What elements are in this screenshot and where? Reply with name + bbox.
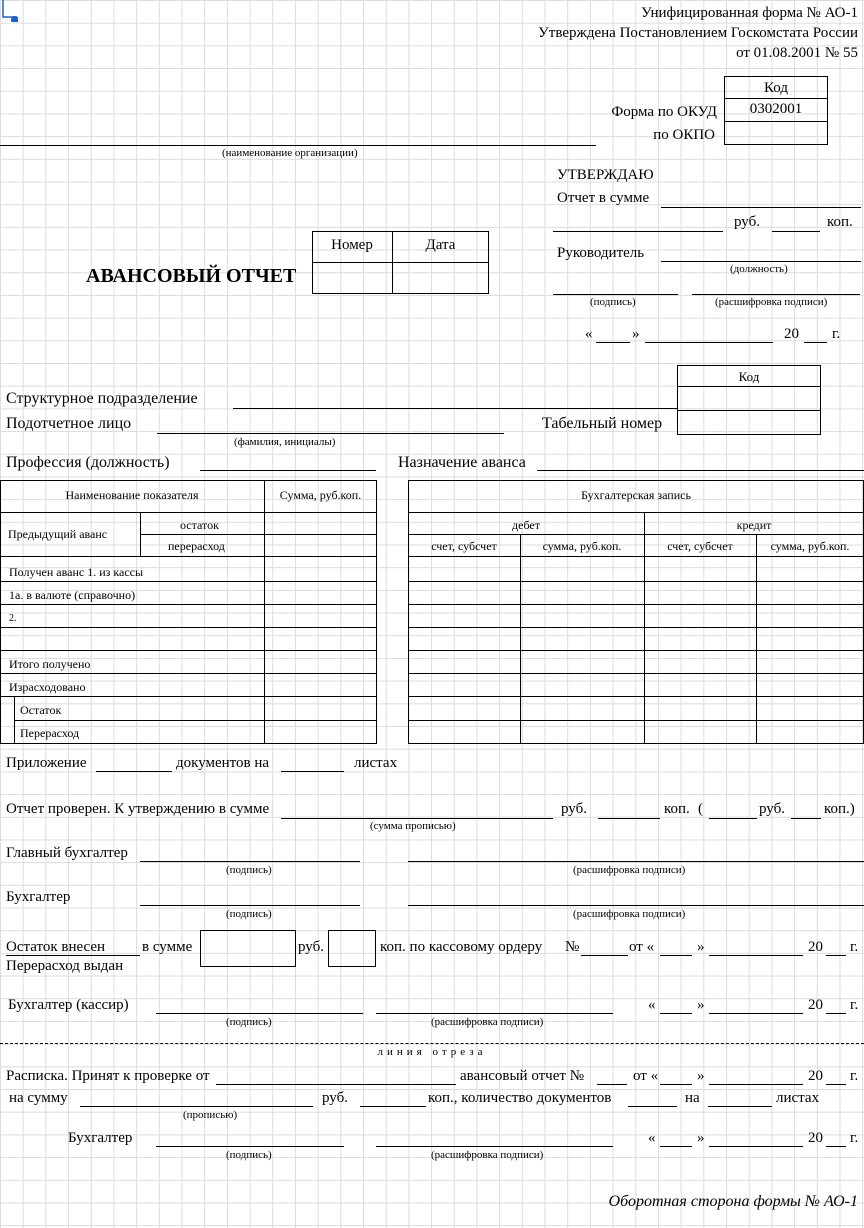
cashier-sign-caption: (подпись) xyxy=(226,1016,272,1028)
checked-kop2: коп.) xyxy=(824,801,855,817)
selection-corner-icon xyxy=(0,0,18,22)
table-row-label: Перерасход xyxy=(20,726,80,740)
checked-rub2: руб. xyxy=(759,801,785,817)
doc-date-header: Дата xyxy=(425,237,456,253)
cash-kop-field[interactable] xyxy=(328,930,376,967)
approve-date-close-quote: » xyxy=(632,326,640,342)
profession-field[interactable] xyxy=(200,470,376,471)
approve-sum-field-2[interactable] xyxy=(553,231,723,232)
receipt-sum-label: на сумму xyxy=(9,1090,68,1106)
division-field[interactable] xyxy=(233,408,677,409)
approve-kop-field[interactable] xyxy=(772,231,820,232)
chief-sign-field[interactable] xyxy=(140,861,360,862)
receipt-accountant-open-quote: « xyxy=(648,1130,656,1146)
receipt-label: Расписка. Принят к проверке от xyxy=(6,1068,210,1084)
receipt-date-close-quote: » xyxy=(697,1068,705,1084)
attach-sheets-field[interactable] xyxy=(281,771,344,772)
receipt-day-field[interactable] xyxy=(660,1084,692,1085)
cash-rub-label: руб. xyxy=(298,939,324,955)
approve-kop: коп. xyxy=(827,214,853,230)
cash-month-field[interactable] xyxy=(709,955,803,956)
receipt-from-field[interactable] xyxy=(216,1084,456,1085)
cashier-day-field[interactable] xyxy=(660,1013,692,1014)
checked-rub-num-field[interactable] xyxy=(709,818,757,819)
division-label: Структурное подразделение xyxy=(6,390,198,407)
checked-sum-caption: (сумма прописью) xyxy=(370,820,456,832)
chief-sign-caption: (подпись) xyxy=(226,864,272,876)
receipt-accountant-sign-field[interactable] xyxy=(156,1146,344,1147)
cashier-month-field[interactable] xyxy=(709,1013,803,1014)
cashier-date-open-quote: « xyxy=(648,997,656,1013)
accountant-decode-field[interactable] xyxy=(408,905,864,906)
table-row-label: 1а. в валюте (справочно) xyxy=(9,588,136,602)
cash-year-field[interactable] xyxy=(826,955,846,956)
okud-value[interactable]: 0302001 xyxy=(749,101,803,117)
debit-account-header: счет, субсчет xyxy=(431,539,497,553)
approve-date-open-quote: « xyxy=(585,326,593,342)
checked-sum-field[interactable] xyxy=(281,818,553,819)
table-row-label: 2. xyxy=(9,613,17,624)
accountable-label: Подотчетное лицо xyxy=(6,415,132,432)
organization-caption: (наименование организации) xyxy=(222,147,358,159)
table-header-name: Наименование показателя xyxy=(65,488,199,502)
approve-title: УТВЕРЖДАЮ xyxy=(557,167,654,183)
remainder-in-label: Остаток внесен xyxy=(6,939,106,955)
checked-kop: коп. xyxy=(664,801,690,817)
chief-decode-caption: (расшифровка подписи) xyxy=(573,864,686,876)
receipt-year-field[interactable] xyxy=(826,1084,846,1085)
accountant-decode-caption: (расшифровка подписи) xyxy=(573,908,686,920)
cashier-label: Бухгалтер (кассир) xyxy=(8,997,129,1013)
cashier-date-close-quote: » xyxy=(697,997,705,1013)
cash-year-suffix: г. xyxy=(850,939,859,955)
head-position-field[interactable] xyxy=(661,261,861,262)
receipt-year-prefix: 20 xyxy=(808,1068,823,1084)
checked-label: Отчет проверен. К утверждению в сумме xyxy=(6,801,270,817)
receipt-docs-count-field[interactable] xyxy=(628,1106,677,1107)
cut-line-label: линия отреза xyxy=(377,1046,487,1058)
receipt-kop-docs: коп., количество документов xyxy=(428,1090,612,1106)
cashier-sign-field[interactable] xyxy=(156,1013,363,1014)
head-decode-field[interactable] xyxy=(692,294,860,295)
cashier-decode-caption: (расшифровка подписи) xyxy=(431,1016,544,1028)
profession-label: Профессия (должность) xyxy=(6,454,170,471)
receipt-accountant-month-field[interactable] xyxy=(709,1146,803,1147)
receipt-accountant-close-quote: » xyxy=(697,1130,705,1146)
attach-docs-label: документов на xyxy=(176,755,270,771)
cash-order-label: коп. по кассовому ордеру xyxy=(380,939,543,955)
organization-field[interactable] xyxy=(0,145,596,146)
entry-header: Бухгалтерская запись xyxy=(581,488,691,502)
cash-day-field[interactable] xyxy=(660,955,692,956)
approve-rub: руб. xyxy=(734,214,760,230)
receipt-month-field[interactable] xyxy=(709,1084,803,1085)
fio-caption: (фамилия, инициалы) xyxy=(234,436,336,448)
approve-day-field[interactable] xyxy=(596,342,630,343)
chief-label: Главный бухгалтер xyxy=(6,845,128,861)
receipt-sheets: листах xyxy=(776,1090,820,1106)
receipt-accountant-decode-caption: (расшифровка подписи) xyxy=(431,1149,544,1161)
cashier-decode-field[interactable] xyxy=(376,1013,613,1014)
doc-number-field[interactable] xyxy=(313,263,391,293)
debit-sum-header: сумма, руб.коп. xyxy=(542,539,622,553)
footer-note: Оборотная сторона формы № АО-1 xyxy=(608,1193,858,1210)
receipt-sum-field[interactable] xyxy=(80,1106,313,1107)
cash-in-sum-label: в сумме xyxy=(142,939,193,955)
receipt-date-from: от « xyxy=(633,1068,659,1084)
form-header-line3: от 01.08.2001 № 55 xyxy=(736,45,858,61)
approve-year-prefix: 20 xyxy=(784,326,799,342)
approve-year-suffix: г. xyxy=(832,326,841,342)
approve-year-field[interactable] xyxy=(804,342,827,343)
attach-docs-field[interactable] xyxy=(96,771,172,772)
receipt-report-no: авансовый отчет № xyxy=(460,1068,584,1084)
head-decode-caption: (расшифровка подписи) xyxy=(715,296,828,308)
credit-sum-header: сумма, руб.коп. xyxy=(770,539,850,553)
head-label: Руководитель xyxy=(557,245,645,261)
cash-order-number-field[interactable] xyxy=(581,955,628,956)
receipt-year-suffix: г. xyxy=(850,1068,859,1084)
receipt-accountant-year-field[interactable] xyxy=(826,1146,846,1147)
cut-line xyxy=(0,1043,864,1044)
receipt-sum-caption: (прописью) xyxy=(183,1109,238,1121)
head-sign-caption: (подпись) xyxy=(590,296,636,308)
attach-label: Приложение xyxy=(6,755,87,771)
tab-number-label: Табельный номер xyxy=(542,415,663,432)
purpose-field[interactable] xyxy=(537,470,864,471)
accountable-field[interactable] xyxy=(157,433,504,434)
receipt-on: на xyxy=(685,1090,700,1106)
accountant-sign-caption: (подпись) xyxy=(226,908,272,920)
receipt-kop-field[interactable] xyxy=(360,1106,426,1107)
overrun-out-label: Перерасход выдан xyxy=(6,958,124,974)
receipt-sheets-field[interactable] xyxy=(708,1106,772,1107)
table-header-sum: Сумма, руб.коп. xyxy=(279,488,362,502)
form-header-line1: Унифицированная форма № АО-1 xyxy=(641,5,858,21)
cashier-year-field[interactable] xyxy=(826,1013,846,1014)
debit-header: дебет xyxy=(512,518,540,532)
cashier-year-suffix: г. xyxy=(850,997,859,1013)
doc-number-header: Номер xyxy=(331,237,373,253)
form-header-line2: Утверждена Постановлением Госкомстата России xyxy=(538,25,858,41)
approve-sum-label: Отчет в сумме xyxy=(557,190,650,206)
cash-rub-field[interactable] xyxy=(200,930,296,967)
purpose-label: Назначение аванса xyxy=(398,454,526,471)
cash-num-sign: № xyxy=(565,939,580,955)
receipt-accountant-sign-caption: (подпись) xyxy=(226,1149,272,1161)
receipt-accountant-year-prefix: 20 xyxy=(808,1130,823,1146)
credit-account-header: счет, субсчет xyxy=(667,539,733,553)
prev-overrun-label: перерасход xyxy=(168,539,225,553)
person-code-header: Код xyxy=(738,369,760,384)
receipt-rub: руб. xyxy=(322,1090,348,1106)
receipt-accountant-label: Бухгалтер xyxy=(68,1130,133,1146)
document-title: АВАНСОВЫЙ ОТЧЕТ xyxy=(86,265,297,287)
okpo-label: по ОКПО xyxy=(653,127,715,143)
table-row-label: Израсходовано xyxy=(9,680,86,694)
receipt-accountant-decode-field[interactable] xyxy=(376,1146,613,1147)
receipt-report-number-field[interactable] xyxy=(597,1084,627,1085)
cash-year-prefix: 20 xyxy=(808,939,823,955)
receipt-accountant-year-suffix: г. xyxy=(850,1130,859,1146)
approve-sum-field[interactable] xyxy=(661,207,861,208)
checked-paren-open: ( xyxy=(698,801,703,817)
okpo-field[interactable] xyxy=(725,122,827,144)
head-position-caption: (должность) xyxy=(730,263,788,275)
checked-rub: руб. xyxy=(561,801,587,817)
cash-date-close-quote: » xyxy=(697,939,705,955)
attach-sheets-label: листах xyxy=(354,755,398,771)
table-row-label: Итого получено xyxy=(9,657,91,671)
table-row-label: Получен аванс 1. из кассы xyxy=(9,565,144,579)
doc-date-field[interactable] xyxy=(393,263,488,293)
accountant-label: Бухгалтер xyxy=(6,889,71,905)
okud-label: Форма по ОКУД xyxy=(611,104,717,120)
head-sign-field[interactable] xyxy=(553,294,678,295)
accountant-sign-field[interactable] xyxy=(140,905,360,906)
cash-date-from: от « xyxy=(629,939,655,955)
prev-advance-label: Предыдущий аванс xyxy=(8,527,108,541)
checked-kop-field[interactable] xyxy=(598,818,660,819)
receipt-accountant-day-field[interactable] xyxy=(660,1146,692,1147)
checked-kop-num-field[interactable] xyxy=(791,818,821,819)
cashier-year-prefix: 20 xyxy=(808,997,823,1013)
table-row-label: Остаток xyxy=(20,703,62,717)
approve-month-field[interactable] xyxy=(645,342,773,343)
prev-remainder-label: остаток xyxy=(180,518,219,532)
code-header: Код xyxy=(764,80,788,96)
credit-header: кредит xyxy=(736,518,772,532)
chief-decode-field[interactable] xyxy=(408,861,864,862)
